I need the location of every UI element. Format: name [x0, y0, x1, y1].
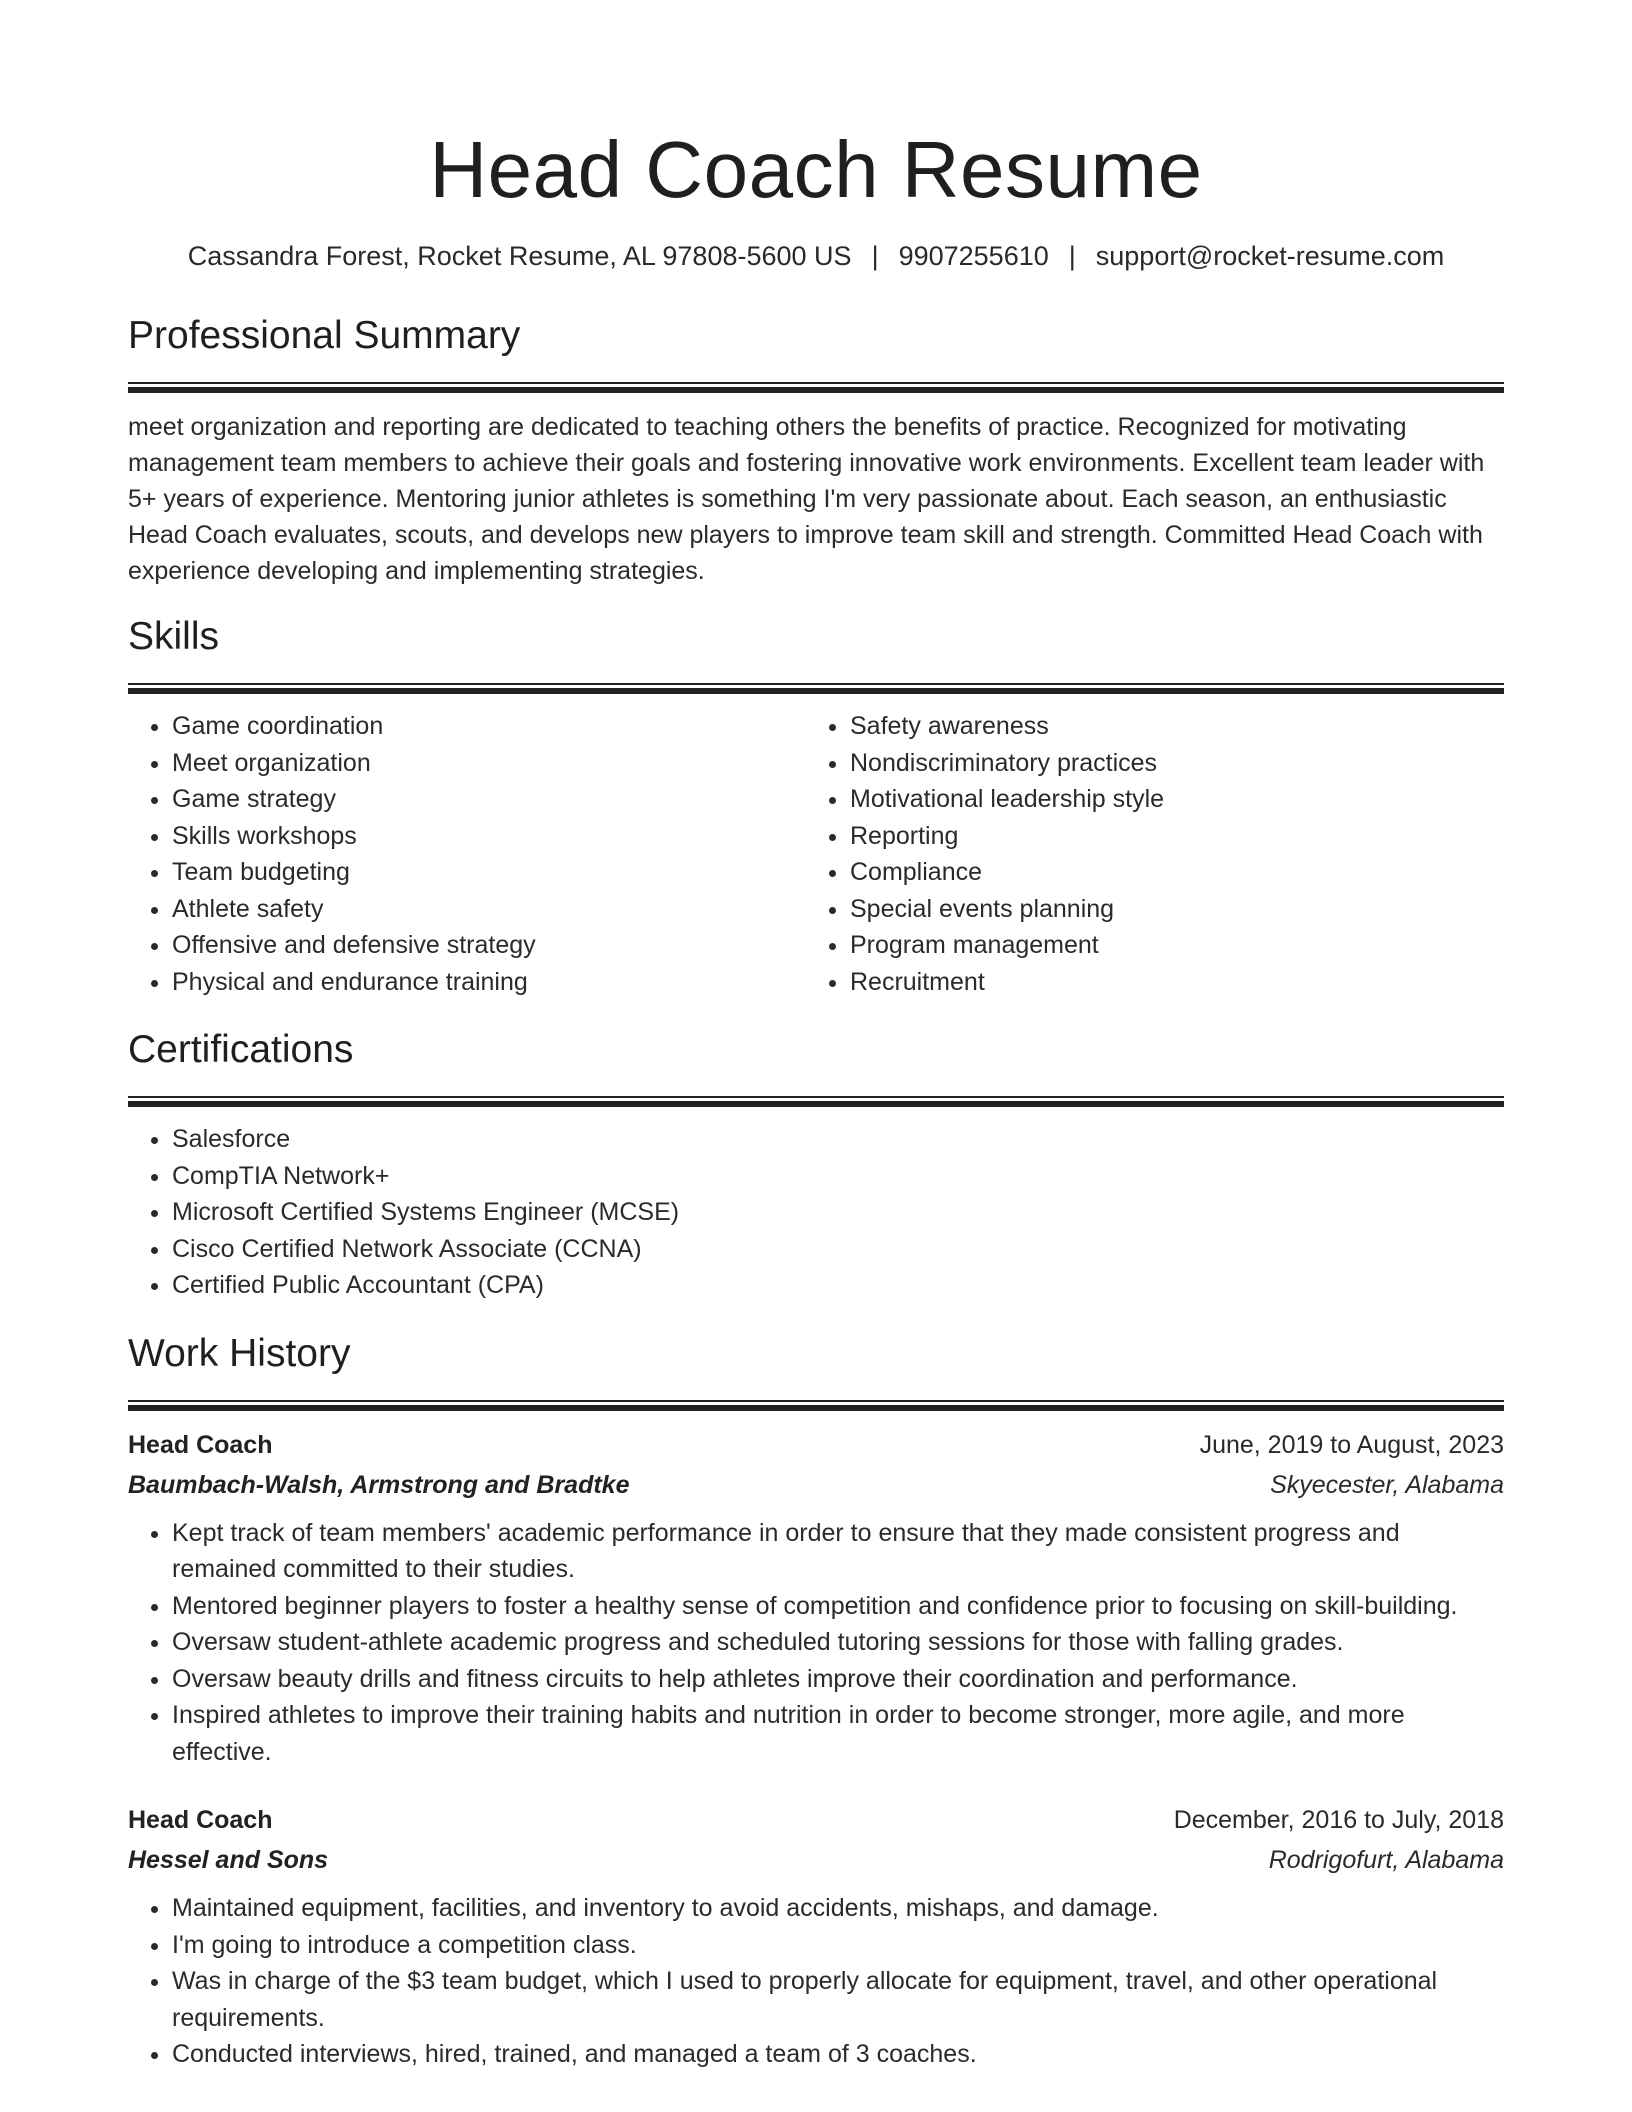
certifications-section: [128, 1024, 1504, 1304]
job-bullet: • I'm going to introduce a competition class.: [172, 1927, 1504, 1964]
job-dates: December, 2016 to July, 2018: [1173, 1806, 1504, 1834]
job-bullet: • Kept track of team members' academic performance in order to ensure that they made consistent progress and remained committed to their studies.: [172, 1515, 1504, 1588]
skill-item: • Special events planning: [850, 891, 1484, 928]
contact-phone: 9907255610: [898, 241, 1049, 271]
job-bullet: • Conducted interviews, hired, trained, and managed a team of 3 coaches.: [172, 2036, 1504, 2073]
contact-email: support@rocket-resume.com: [1095, 241, 1445, 271]
skill-item: • Motivational leadership style: [850, 781, 1484, 818]
certification-item: • CompTIA Network+: [172, 1158, 1504, 1195]
section-divider: [128, 382, 1504, 393]
contact-line: [128, 236, 1504, 276]
skills-list-right: [806, 708, 1484, 1000]
skill-item: • Game strategy: [172, 781, 806, 818]
job-subheader: [128, 1465, 1504, 1505]
job-bullet: • Oversaw student-athlete academic progress and scheduled tutoring sessions for those with falling grades.: [172, 1624, 1504, 1661]
skill-item: • Team budgeting: [172, 854, 806, 891]
skill-item: • Program management: [850, 927, 1484, 964]
contact-separator: |: [1068, 241, 1076, 271]
skill-item: • Meet organization: [172, 745, 806, 782]
job-bullet: • Oversaw beauty drills and fitness circuits to help athletes improve their coordination and performance.: [172, 1661, 1504, 1698]
section-heading-skills: Skills: [128, 615, 220, 658]
summary-section: [128, 310, 1504, 589]
skill-item: • Nondiscriminatory practices: [850, 745, 1484, 782]
skill-item: • Physical and endurance training: [172, 964, 806, 1001]
certification-item: • Certified Public Accountant (CPA): [172, 1267, 1504, 1304]
work-history-section: [128, 1328, 1504, 2073]
job-location: Skyecester, Alabama: [1270, 1470, 1504, 1499]
job-bullet: • Mentored beginner players to foster a healthy sense of competition and confidence prior to focusing on skill-building.: [172, 1588, 1504, 1625]
job-subheader: [128, 1840, 1504, 1880]
skill-item: • Athlete safety: [172, 891, 806, 928]
section-divider: [128, 683, 1504, 694]
skill-item: • Recruitment: [850, 964, 1484, 1001]
skills-section: [128, 611, 1504, 1000]
job-entry: [128, 1800, 1504, 2073]
certifications-list: [128, 1121, 1504, 1304]
job-entry: [128, 1425, 1504, 1771]
skills-list-left: [128, 708, 806, 1000]
job-title: Head Coach: [128, 1430, 273, 1459]
job-header: [128, 1800, 1504, 1840]
resume-page: [128, 0, 1504, 2073]
job-company: Baumbach-Walsh, Armstrong and Bradtke: [128, 1470, 630, 1499]
section-heading-summary: Professional Summary: [128, 314, 521, 357]
section-divider: [128, 1400, 1504, 1411]
skill-item: • Game coordination: [172, 708, 806, 745]
contact-address: Cassandra Forest, Rocket Resume, AL 97808-5600 US: [187, 241, 852, 271]
job-bullet: • Was in charge of the $3 team budget, which I used to properly allocate for equipment, travel, and other operational requirements.: [172, 1963, 1504, 2036]
job-bullet: • Inspired athletes to improve their training habits and nutrition in order to become stronger, more agile, and more effective.: [172, 1697, 1504, 1770]
section-heading-work-history: Work History: [128, 1331, 351, 1375]
page-title: Head Coach Resume: [429, 125, 1203, 214]
skill-item: • Reporting: [850, 818, 1484, 855]
job-location: Rodrigofurt, Alabama: [1268, 1846, 1504, 1874]
job-title: Head Coach: [128, 1806, 273, 1834]
skill-item: • Skills workshops: [172, 818, 806, 855]
certification-item: • Salesforce: [172, 1121, 1504, 1158]
certification-item: • Microsoft Certified Systems Engineer (MCSE): [172, 1194, 1504, 1231]
job-company: Hessel and Sons: [128, 1846, 329, 1874]
skill-item: • Compliance: [850, 854, 1484, 891]
contact-separator: |: [871, 241, 879, 271]
job-dates: June, 2019 to August, 2023: [1199, 1430, 1504, 1459]
skill-item: • Safety awareness: [850, 708, 1484, 745]
skill-item: • Offensive and defensive strategy: [172, 927, 806, 964]
summary-text: meet organization and reporting are dedicated to teaching others the benefits of practice. Recognized for motivating management team members to achieve their goals and fostering innovative work environments. Excellent team leader with 5+ years of experience. Mentoring junior athletes is something I'm very passionate about. Each season, an enthusiastic Head Coach evaluates, scouts, and develops new players to improve team skill and strength. Committed Head Coach with experience developing and implementing strategies.: [128, 413, 1485, 585]
section-divider: [128, 1096, 1504, 1107]
skills-grid: [128, 708, 1504, 1000]
section-heading-certifications: Certifications: [128, 1028, 354, 1071]
certification-item: • Cisco Certified Network Associate (CCNA): [172, 1231, 1504, 1268]
job-bullets: [128, 1515, 1504, 1771]
job-bullets: [128, 1890, 1504, 2073]
job-header: [128, 1425, 1504, 1465]
job-bullet: • Maintained equipment, facilities, and inventory to avoid accidents, mishaps, and damage.: [172, 1890, 1504, 1927]
